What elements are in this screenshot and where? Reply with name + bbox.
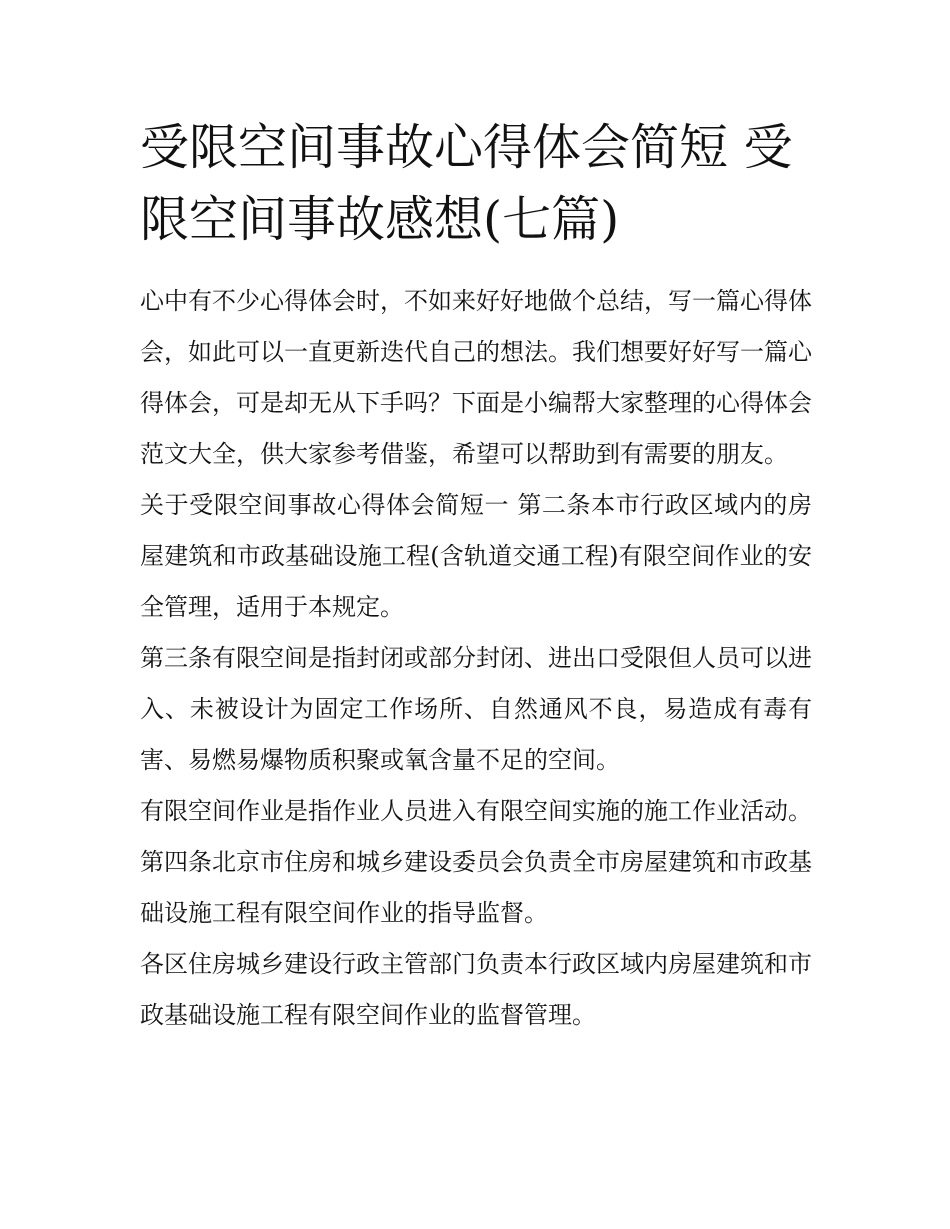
document-body xyxy=(140,276,812,1041)
paragraph-article-2: 关于受限空间事故心得体会简短一 第二条本市行政区域内的房屋建筑和市政基础设施工程(含轨道交通工程)有限空间作业的安全管理，适用于本规定。 xyxy=(140,491,812,621)
document-title: 受限空间事故心得体会简短 受限空间事故感想(七篇) xyxy=(140,119,793,248)
paragraph-article-3: 第三条有限空间是指封闭或部分封闭、进出口受限但人员可以进入、未被设计为固定工作场所、自然通风不良，易造成有毒有害、易燃易爆物质积聚或氧含量不足的空间。 xyxy=(140,644,812,774)
paragraph-intro: 心中有不少心得体会时，不如来好好地做个总结，写一篇心得体会，如此可以一直更新迭代自己的想法。我们想要好好写一篇心得体会，可是却无从下手吗？下面是小编帮大家整理的心得体会范文大全，供大家参考借鉴，希望可以帮助到有需要的朋友。 xyxy=(140,287,812,468)
paragraph-article-4: 有限空间作业是指作业人员进入有限空间实施的施工作业活动。 第四条北京市住房和城乡建设委员会负责全市房屋建筑和市政基础设施工程有限空间作业的指导监督。 xyxy=(140,797,812,927)
paragraph-district-duty: 各区住房城乡建设行政主管部门负责本行政区域内房屋建筑和市政基础设施工程有限空间作业的监督管理。 xyxy=(140,950,812,1029)
